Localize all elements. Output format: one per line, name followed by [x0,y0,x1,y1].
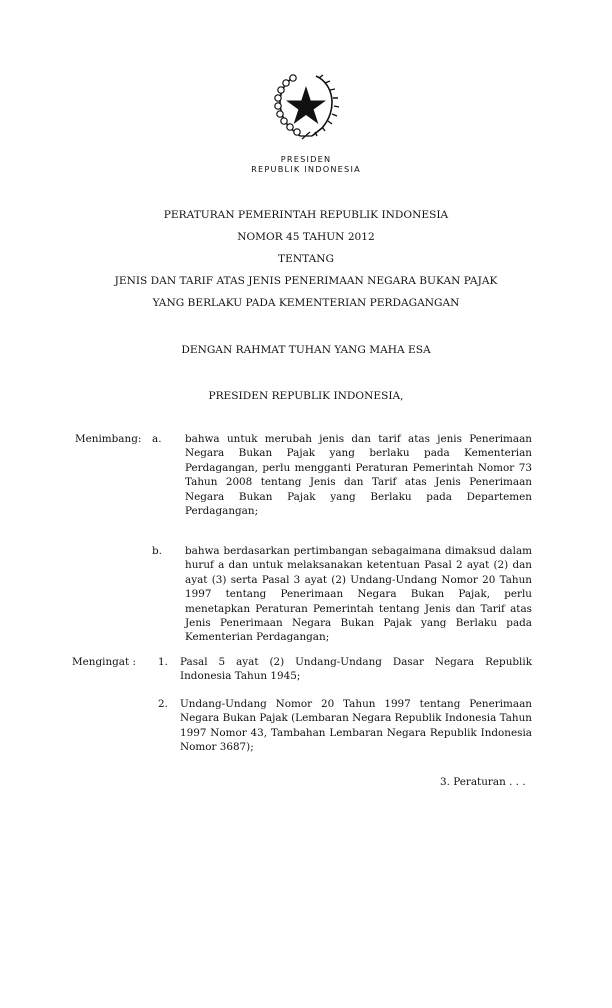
title-line: PERATURAN PEMERINTAH REPUBLIK INDONESIA [163,209,449,221]
president-heading: PRESIDEN REPUBLIK INDONESIA, [208,390,404,402]
page-continuation: 3. Peraturan . . . [440,776,526,788]
regulation-title [0,204,612,314]
title-tentang: TENTANG [278,253,334,265]
invocation: DENGAN RAHMAT TUHAN YANG MAHA ESA [181,344,431,356]
seal-caption-line2: REPUBLIK INDONESIA [251,164,361,174]
title-subject-line1: JENIS DAN TARIF ATAS JENIS PENERIMAAN NEGARA BUKAN PAJAK [114,275,498,287]
presidential-emblem-icon [266,66,346,146]
item-marker: a. [152,433,162,445]
mengingat-item-2: Undang-Undang Nomor 20 Tahun 1997 tentang Penerimaan Negara Bukan Pajak (Lembaran Negara Republik Indonesia Tahun 1997 Nomor 43, Tambahan Lembaran Negara Republik Indonesia Nomor 3687); [180,698,532,754]
menimbang-item-a: bahwa untuk merubah jenis dan tarif atas jenis Penerimaan Negara Bukan Pajak yang berlaku pada Kementerian Perdagangan, perlu mengganti Peraturan Pemerintah Nomor 73 Tahun 2008 tentang Jenis dan Tarif atas Jenis Penerimaan Negara Bukan Pajak yang Berlaku pada Departemen Perdagangan; [185,433,532,518]
item-marker: 1. [158,656,168,668]
menimbang-label: Menimbang: [75,433,142,445]
item-marker: 2. [158,698,168,710]
mengingat-item-1: Pasal 5 ayat (2) Undang-Undang Dasar Negara Republik Indonesia Tahun 1945; [180,656,532,683]
menimbang-item-b: bahwa berdasarkan pertimbangan sebagaimana dimaksud dalam huruf a dan untuk melaksanakan ketentuan Pasal 2 ayat (2) dan ayat (3) serta Pasal 3 ayat (2) Undang-Undang Nomor 20 Tahun 1997 tentang Penerimaan Negara Bukan Pajak, perlu menetapkan Peraturan Pemerintah tentang Jenis dan Tarif atas Jenis Penerimaan Negara Bukan Pajak yang Berlaku pada Kementerian Perdagangan; [185,545,532,644]
seal-caption-line1: PRESIDEN [280,154,332,164]
item-marker: b. [152,545,162,557]
title-subject-line2: YANG BERLAKU PADA KEMENTERIAN PERDAGANGAN [152,297,460,309]
mengingat-label: Mengingat : [72,656,136,668]
title-number: NOMOR 45 TAHUN 2012 [237,231,375,243]
